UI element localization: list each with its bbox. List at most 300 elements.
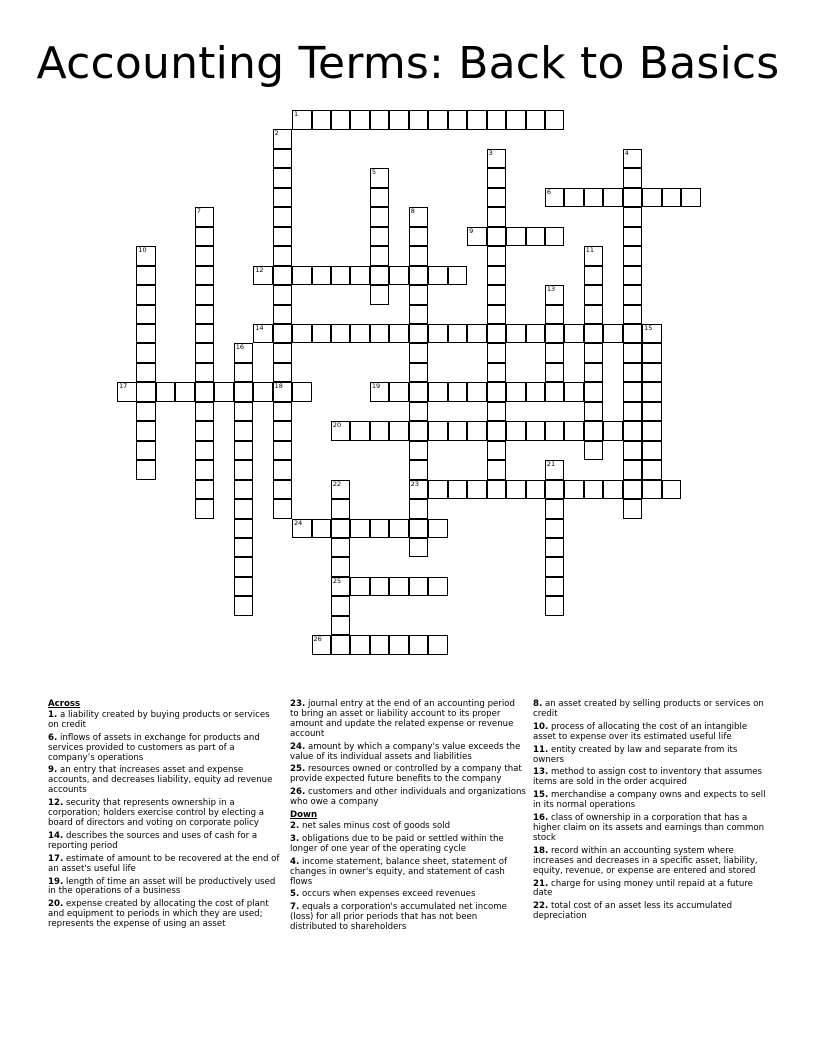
grid-cell[interactable] [273, 324, 293, 344]
grid-cell[interactable] [545, 285, 565, 305]
grid-cell[interactable] [487, 246, 507, 266]
grid-cell[interactable] [370, 635, 390, 655]
grid-cell[interactable] [467, 382, 487, 402]
grid-cell[interactable] [584, 343, 604, 363]
grid-cell[interactable] [195, 305, 215, 325]
grid-cell[interactable] [331, 480, 351, 500]
grid-cell[interactable] [253, 382, 273, 402]
grid-cell[interactable] [350, 110, 370, 130]
grid-cell[interactable] [642, 441, 662, 461]
grid-cell[interactable] [331, 519, 351, 539]
grid-cell[interactable] [273, 382, 293, 402]
grid-cell[interactable] [448, 480, 468, 500]
grid-cell[interactable] [467, 110, 487, 130]
clue-text: amount by which a company's value exceeds the value of its individual assets and liabilities [290, 741, 521, 762]
grid-cell[interactable] [312, 266, 332, 286]
clue-list [0, 700, 816, 1000]
grid-cell[interactable] [195, 460, 215, 480]
grid-cell[interactable] [428, 480, 448, 500]
grid-cell[interactable] [331, 421, 351, 441]
grid-cell[interactable] [545, 227, 565, 247]
grid-cell[interactable] [487, 402, 507, 422]
grid-cell[interactable] [642, 324, 662, 344]
grid-cell[interactable] [564, 382, 584, 402]
grid-cell[interactable] [234, 402, 254, 422]
grid-cell[interactable] [331, 596, 351, 616]
grid-cell[interactable] [195, 324, 215, 344]
grid-cell[interactable] [273, 441, 293, 461]
grid-cell[interactable] [623, 266, 643, 286]
grid-cell[interactable] [584, 421, 604, 441]
grid-cell[interactable] [662, 480, 682, 500]
grid-cell[interactable] [662, 188, 682, 208]
grid-cell[interactable] [331, 616, 351, 636]
grid-cell[interactable] [195, 480, 215, 500]
clue-text: record within an accounting system where increases and decreases in a specific asset, liability, equity, revenue, or expense are entered and stored [533, 845, 758, 876]
grid-cell[interactable] [428, 635, 448, 655]
grid-cell[interactable] [409, 363, 429, 383]
grid-cell[interactable] [603, 324, 623, 344]
grid-cell[interactable] [273, 188, 293, 208]
grid-cell[interactable] [564, 480, 584, 500]
grid-cell[interactable] [292, 266, 312, 286]
grid-cell[interactable] [642, 460, 662, 480]
grid-cell[interactable] [623, 402, 643, 422]
grid-cell[interactable] [409, 285, 429, 305]
grid-cell[interactable] [234, 480, 254, 500]
grid-cell[interactable] [564, 188, 584, 208]
cell-number: 10 [138, 246, 147, 255]
grid-cell[interactable] [273, 246, 293, 266]
grid-cell[interactable] [545, 596, 565, 616]
grid-cell[interactable] [117, 382, 137, 402]
grid-cell[interactable] [545, 363, 565, 383]
grid-cell[interactable] [623, 305, 643, 325]
grid-cell[interactable] [428, 577, 448, 597]
grid-cell[interactable] [292, 382, 312, 402]
grid-cell[interactable] [370, 168, 390, 188]
clue-text: security that represents ownership in a corporation; holders exercise control by electing a board of directors and voting on corporate policy [48, 798, 265, 828]
grid-cell[interactable] [195, 227, 215, 247]
grid-cell[interactable] [292, 110, 312, 130]
grid-cell[interactable] [370, 519, 390, 539]
grid-cell[interactable] [467, 421, 487, 441]
grid-cell[interactable] [370, 188, 390, 208]
clue-number: 12. [48, 798, 64, 809]
grid-cell[interactable] [136, 343, 156, 363]
grid-cell[interactable] [234, 382, 254, 402]
grid-cell[interactable] [136, 382, 156, 402]
grid-cell[interactable] [506, 227, 526, 247]
grid-cell[interactable] [584, 382, 604, 402]
grid-cell[interactable] [136, 324, 156, 344]
grid-cell[interactable] [642, 421, 662, 441]
grid-cell[interactable] [195, 441, 215, 461]
grid-cell[interactable] [350, 421, 370, 441]
grid-cell[interactable] [467, 227, 487, 247]
grid-cell[interactable] [312, 519, 332, 539]
grid-cell[interactable] [545, 305, 565, 325]
grid-cell[interactable] [195, 382, 215, 402]
grid-cell[interactable] [195, 343, 215, 363]
grid-cell[interactable] [331, 499, 351, 519]
grid-cell[interactable] [428, 382, 448, 402]
grid-cell[interactable] [409, 499, 429, 519]
grid-cell[interactable] [331, 110, 351, 130]
grid-cell[interactable] [526, 110, 546, 130]
grid-cell[interactable] [545, 324, 565, 344]
grid-cell[interactable] [409, 441, 429, 461]
grid-cell[interactable] [389, 519, 409, 539]
grid-cell[interactable] [487, 324, 507, 344]
grid-cell[interactable] [195, 421, 215, 441]
grid-cell[interactable] [487, 266, 507, 286]
grid-cell[interactable] [506, 324, 526, 344]
grid-cell[interactable] [623, 499, 643, 519]
grid-cell[interactable] [292, 324, 312, 344]
grid-cell[interactable] [584, 246, 604, 266]
grid-cell[interactable] [370, 266, 390, 286]
cell-number: 25 [332, 576, 342, 585]
cell-number: 11 [585, 246, 595, 255]
grid-cell[interactable] [623, 343, 643, 363]
grid-cell[interactable] [136, 285, 156, 305]
grid-cell[interactable] [545, 557, 565, 577]
grid-cell[interactable] [623, 460, 643, 480]
grid-cell[interactable] [370, 382, 390, 402]
grid-cell[interactable] [448, 324, 468, 344]
grid-cell[interactable] [584, 324, 604, 344]
grid-cell[interactable] [623, 227, 643, 247]
grid-cell[interactable] [642, 480, 662, 500]
clue-text: describes the sources and uses of cash for a reporting period [48, 830, 258, 851]
clue-text: net sales minus cost of goods sold [299, 820, 451, 831]
grid-cell[interactable] [487, 149, 507, 169]
grid-cell[interactable] [584, 402, 604, 422]
grid-cell[interactable] [642, 402, 662, 422]
grid-cell[interactable] [234, 577, 254, 597]
grid-cell[interactable] [545, 421, 565, 441]
clue-text: process of allocating the cost of an intangible asset to expense over its estimated useful life [533, 721, 748, 742]
grid-cell[interactable] [584, 480, 604, 500]
grid-cell[interactable] [331, 266, 351, 286]
grid-cell[interactable] [603, 480, 623, 500]
clue-item [48, 832, 283, 852]
grid-cell[interactable] [487, 363, 507, 383]
grid-cell[interactable] [389, 324, 409, 344]
grid-cell[interactable] [506, 421, 526, 441]
clue-item [533, 814, 767, 844]
grid-cell[interactable] [234, 343, 254, 363]
grid-cell[interactable] [584, 266, 604, 286]
grid-cell[interactable] [389, 577, 409, 597]
grid-cell[interactable] [487, 305, 507, 325]
grid-cell[interactable] [623, 441, 643, 461]
grid-cell[interactable] [136, 266, 156, 286]
grid-cell[interactable] [214, 382, 234, 402]
grid-cell[interactable] [584, 305, 604, 325]
grid-cell[interactable] [623, 285, 643, 305]
grid-cell[interactable] [545, 460, 565, 480]
grid-cell[interactable] [487, 285, 507, 305]
grid-cell[interactable] [526, 421, 546, 441]
grid-cell[interactable] [409, 577, 429, 597]
grid-cell[interactable] [273, 402, 293, 422]
grid-cell[interactable] [273, 499, 293, 519]
grid-cell[interactable] [564, 421, 584, 441]
clue-item [290, 858, 526, 888]
grid-cell[interactable] [195, 266, 215, 286]
grid-cell[interactable] [623, 168, 643, 188]
grid-cell[interactable] [389, 266, 409, 286]
clue-number: 15. [533, 790, 549, 801]
clue-number: 5. [290, 889, 300, 900]
grid-cell[interactable] [409, 480, 429, 500]
grid-cell[interactable] [448, 421, 468, 441]
grid-cell[interactable] [273, 129, 293, 149]
grid-cell[interactable] [545, 499, 565, 519]
grid-cell[interactable] [623, 324, 643, 344]
grid-cell[interactable] [506, 480, 526, 500]
grid-cell[interactable] [136, 246, 156, 266]
grid-cell[interactable] [370, 227, 390, 247]
clue-number: 17. [48, 853, 64, 864]
grid-cell[interactable] [370, 110, 390, 130]
grid-cell[interactable] [487, 460, 507, 480]
grid-cell[interactable] [195, 402, 215, 422]
grid-cell[interactable] [409, 227, 429, 247]
grid-cell[interactable] [234, 441, 254, 461]
grid-cell[interactable] [273, 266, 293, 286]
grid-cell[interactable] [409, 460, 429, 480]
grid-cell[interactable] [545, 538, 565, 558]
grid-cell[interactable] [370, 421, 390, 441]
clue-item [290, 890, 526, 900]
grid-cell[interactable] [273, 460, 293, 480]
clue-number: 20. [48, 899, 64, 910]
grid-cell[interactable] [234, 421, 254, 441]
grid-cell[interactable] [448, 110, 468, 130]
grid-cell[interactable] [156, 382, 176, 402]
grid-cell[interactable] [409, 382, 429, 402]
grid-cell[interactable] [526, 227, 546, 247]
clue-number: 10. [533, 721, 549, 732]
grid-cell[interactable] [370, 324, 390, 344]
grid-cell[interactable] [487, 480, 507, 500]
grid-cell[interactable] [234, 557, 254, 577]
grid-cell[interactable] [350, 577, 370, 597]
clue-text: charge for using money until repaid at a future date [533, 878, 753, 899]
cell-number: 26 [313, 635, 322, 644]
grid-cell[interactable] [409, 266, 429, 286]
grid-cell[interactable] [467, 324, 487, 344]
grid-cell[interactable] [273, 480, 293, 500]
grid-cell[interactable] [389, 421, 409, 441]
grid-cell[interactable] [312, 635, 332, 655]
clue-item [533, 700, 767, 720]
grid-cell[interactable] [331, 557, 351, 577]
grid-cell[interactable] [273, 343, 293, 363]
grid-cell[interactable] [545, 110, 565, 130]
grid-cell[interactable] [370, 207, 390, 227]
grid-cell[interactable] [467, 480, 487, 500]
grid-cell[interactable] [370, 577, 390, 597]
grid-cell[interactable] [409, 110, 429, 130]
grid-cell[interactable] [312, 110, 332, 130]
grid-cell[interactable] [273, 363, 293, 383]
grid-cell[interactable] [487, 441, 507, 461]
grid-cell[interactable] [331, 324, 351, 344]
grid-cell[interactable] [331, 635, 351, 655]
grid-cell[interactable] [428, 519, 448, 539]
grid-cell[interactable] [195, 285, 215, 305]
grid-cell[interactable] [175, 382, 195, 402]
grid-cell[interactable] [331, 538, 351, 558]
grid-cell[interactable] [409, 246, 429, 266]
grid-cell[interactable] [642, 382, 662, 402]
grid-cell[interactable] [136, 363, 156, 383]
grid-cell[interactable] [273, 421, 293, 441]
grid-cell[interactable] [136, 441, 156, 461]
grid-cell[interactable] [195, 499, 215, 519]
grid-cell[interactable] [584, 285, 604, 305]
grid-cell[interactable] [273, 305, 293, 325]
grid-cell[interactable] [642, 343, 662, 363]
grid-cell[interactable] [136, 460, 156, 480]
grid-cell[interactable] [623, 421, 643, 441]
grid-cell[interactable] [136, 421, 156, 441]
grid-cell[interactable] [136, 305, 156, 325]
grid-cell[interactable] [487, 207, 507, 227]
grid-cell[interactable] [584, 188, 604, 208]
grid-cell[interactable] [448, 266, 468, 286]
grid-cell[interactable] [545, 343, 565, 363]
clue-item [48, 711, 283, 731]
grid-cell[interactable] [603, 188, 623, 208]
grid-cell[interactable] [350, 266, 370, 286]
grid-cell[interactable] [428, 110, 448, 130]
grid-cell[interactable] [370, 246, 390, 266]
grid-cell[interactable] [409, 421, 429, 441]
clue-item [290, 743, 526, 763]
grid-cell[interactable] [350, 324, 370, 344]
clue-item [48, 855, 283, 875]
grid-cell[interactable] [526, 382, 546, 402]
grid-cell[interactable] [253, 266, 273, 286]
cell-number: 12 [255, 265, 264, 274]
grid-cell[interactable] [487, 343, 507, 363]
grid-cell[interactable] [409, 343, 429, 363]
grid-cell[interactable] [681, 188, 701, 208]
grid-cell[interactable] [195, 246, 215, 266]
grid-cell[interactable] [273, 285, 293, 305]
grid-cell[interactable] [487, 382, 507, 402]
grid-cell[interactable] [253, 324, 273, 344]
grid-cell[interactable] [350, 519, 370, 539]
grid-cell[interactable] [331, 577, 351, 597]
grid-cell[interactable] [389, 382, 409, 402]
grid-cell[interactable] [642, 188, 662, 208]
grid-cell[interactable] [623, 363, 643, 383]
grid-cell[interactable] [428, 266, 448, 286]
grid-cell[interactable] [506, 110, 526, 130]
grid-cell[interactable] [623, 382, 643, 402]
across-header: Across [48, 699, 81, 709]
grid-cell[interactable] [487, 168, 507, 188]
clue-number: 3. [290, 833, 300, 844]
grid-cell[interactable] [487, 110, 507, 130]
grid-cell[interactable] [642, 363, 662, 383]
grid-cell[interactable] [448, 382, 468, 402]
grid-cell[interactable] [136, 402, 156, 422]
grid-cell[interactable] [409, 207, 429, 227]
grid-cell[interactable] [195, 363, 215, 383]
grid-cell[interactable] [273, 227, 293, 247]
clue-text: occurs when expenses exceed revenues [299, 889, 476, 900]
grid-cell[interactable] [273, 207, 293, 227]
grid-cell[interactable] [195, 207, 215, 227]
grid-cell[interactable] [409, 519, 429, 539]
clue-text: length of time an asset will be productively used in the operations of a business [48, 876, 276, 897]
grid-cell[interactable] [409, 305, 429, 325]
grid-cell[interactable] [487, 227, 507, 247]
grid-cell[interactable] [389, 110, 409, 130]
grid-cell[interactable] [623, 149, 643, 169]
grid-cell[interactable] [584, 363, 604, 383]
grid-cell[interactable] [292, 519, 312, 539]
grid-cell[interactable] [526, 480, 546, 500]
grid-cell[interactable] [428, 324, 448, 344]
grid-cell[interactable] [545, 577, 565, 597]
grid-cell[interactable] [623, 188, 643, 208]
grid-cell[interactable] [623, 480, 643, 500]
grid-cell[interactable] [234, 596, 254, 616]
grid-cell[interactable] [234, 538, 254, 558]
grid-cell[interactable] [234, 499, 254, 519]
grid-cell[interactable] [370, 285, 390, 305]
grid-cell[interactable] [273, 149, 293, 169]
grid-cell[interactable] [409, 402, 429, 422]
grid-cell[interactable] [623, 207, 643, 227]
grid-cell[interactable] [487, 421, 507, 441]
grid-cell[interactable] [526, 324, 546, 344]
grid-cell[interactable] [623, 246, 643, 266]
clue-text: expense created by allocating the cost of plant and equipment to periods in which they are used; represents the expense of using an asset [48, 899, 269, 930]
clue-number: 11. [533, 744, 549, 755]
grid-cell[interactable] [409, 538, 429, 558]
grid-cell[interactable] [545, 519, 565, 539]
grid-cell[interactable] [234, 519, 254, 539]
grid-cell[interactable] [506, 382, 526, 402]
grid-cell[interactable] [312, 324, 332, 344]
grid-cell[interactable] [234, 460, 254, 480]
grid-cell[interactable] [603, 421, 623, 441]
grid-cell[interactable] [545, 480, 565, 500]
grid-cell[interactable] [545, 188, 565, 208]
grid-cell[interactable] [409, 635, 429, 655]
grid-cell[interactable] [545, 382, 565, 402]
clue-number: 7. [290, 902, 300, 913]
grid-cell[interactable] [428, 421, 448, 441]
grid-cell[interactable] [409, 324, 429, 344]
grid-cell[interactable] [350, 635, 370, 655]
grid-cell[interactable] [564, 324, 584, 344]
grid-cell[interactable] [273, 168, 293, 188]
grid-cell[interactable] [584, 441, 604, 461]
grid-cell[interactable] [487, 188, 507, 208]
grid-cell[interactable] [389, 635, 409, 655]
grid-cell[interactable] [234, 363, 254, 383]
